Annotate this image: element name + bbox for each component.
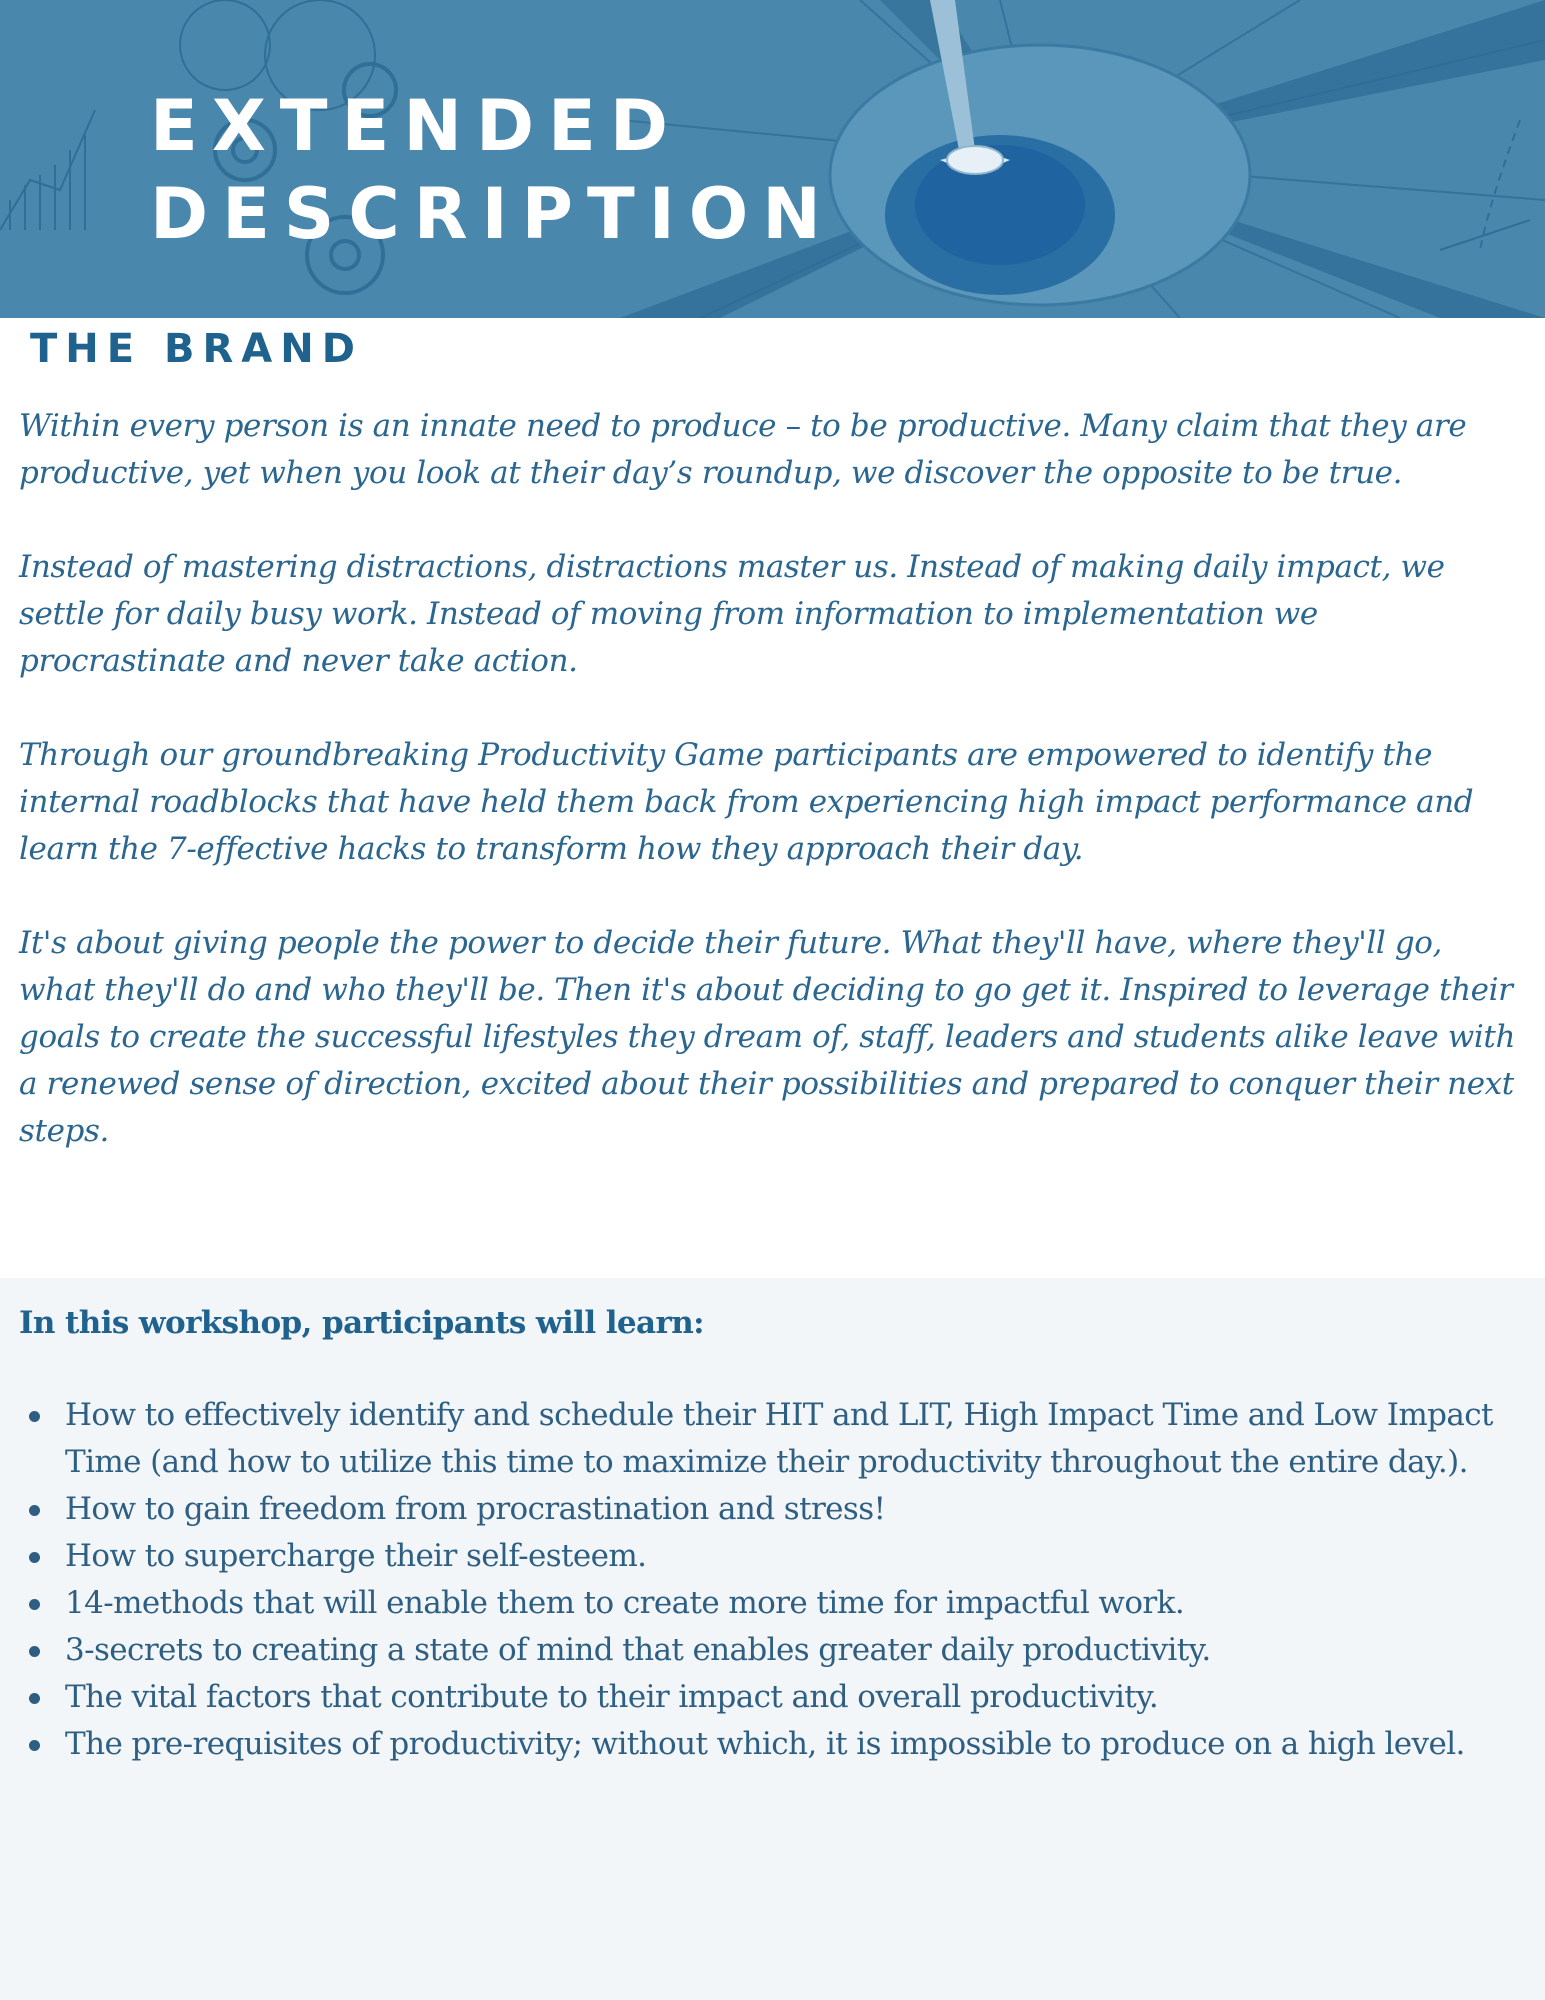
list-item-text: 3-secrets to creating a state of mind that enables greater daily productivity. <box>65 1632 1211 1668</box>
list-item <box>19 1392 1519 1486</box>
list-item-text: How to supercharge their self-esteem. <box>65 1538 647 1574</box>
list-item <box>19 1533 1519 1580</box>
bullet-icon <box>29 1646 40 1657</box>
list-item <box>19 1627 1519 1674</box>
list-item <box>19 1486 1519 1533</box>
list-item-text: How to effectively identify and schedule their HIT and LIT, High Impact Time and Low Impact Time (and how to utilize this time to maximize their productivity throughout the entire day.). <box>65 1397 1493 1480</box>
bullet-icon <box>29 1552 40 1563</box>
list-item-text: 14-methods that will enable them to create more time for impactful work. <box>65 1585 1185 1621</box>
brand-section <box>0 318 1545 1278</box>
bullet-icon <box>29 1740 40 1751</box>
bullet-icon <box>29 1411 40 1422</box>
brand-paragraph: Through our groundbreaking Productivity Game participants are empowered to identify the internal roadblocks that have held them back from experiencing high impact performance and learn the 7-effective hacks to transform how they approach their day. <box>19 737 1474 867</box>
brand-heading: THE BRAND <box>30 326 363 372</box>
list-item <box>19 1674 1519 1721</box>
brand-paragraphs <box>19 403 1519 1202</box>
list-item-text: The vital factors that contribute to their impact and overall productivity. <box>65 1679 1159 1715</box>
page-title-line-1: EXTENDED <box>150 85 682 167</box>
bullet-icon <box>29 1505 40 1516</box>
bullet-icon <box>29 1693 40 1704</box>
brand-paragraph: Instead of mastering distractions, distractions master us. Instead of making daily impact, we settle for daily busy work. Instead of moving from information to implementation we procrastinate and never take action. <box>19 549 1445 679</box>
list-item <box>19 1721 1519 1768</box>
list-item <box>19 1580 1519 1627</box>
page-title <box>150 82 835 258</box>
header-banner <box>0 0 1545 318</box>
workshop-section <box>0 1278 1545 2000</box>
list-item-text: The pre-requisites of productivity; without which, it is impossible to produce on a high level. <box>65 1726 1465 1762</box>
brand-paragraph: Within every person is an innate need to produce – to be productive. Many claim that they are productive, yet when you look at their day’s roundup, we discover the opposite to be true. <box>19 408 1467 491</box>
brand-paragraph: It's about giving people the power to decide their future. What they'll have, where they'll go, what they'll do and who they'll be. Then it's about deciding to go get it. Inspired to leverage their goals to create the successful lifestyles they dream of, staff, leaders and students alike leave with a renewed sense of direction, excited about their possibilities and prepared to conquer their next steps. <box>19 925 1516 1149</box>
learning-list <box>19 1392 1519 1768</box>
list-item-text: How to gain freedom from procrastination and stress! <box>65 1491 886 1527</box>
workshop-heading: In this workshop, participants will learn: <box>19 1305 705 1341</box>
page-title-line-2: DESCRIPTION <box>150 173 835 255</box>
bullet-icon <box>29 1599 40 1610</box>
